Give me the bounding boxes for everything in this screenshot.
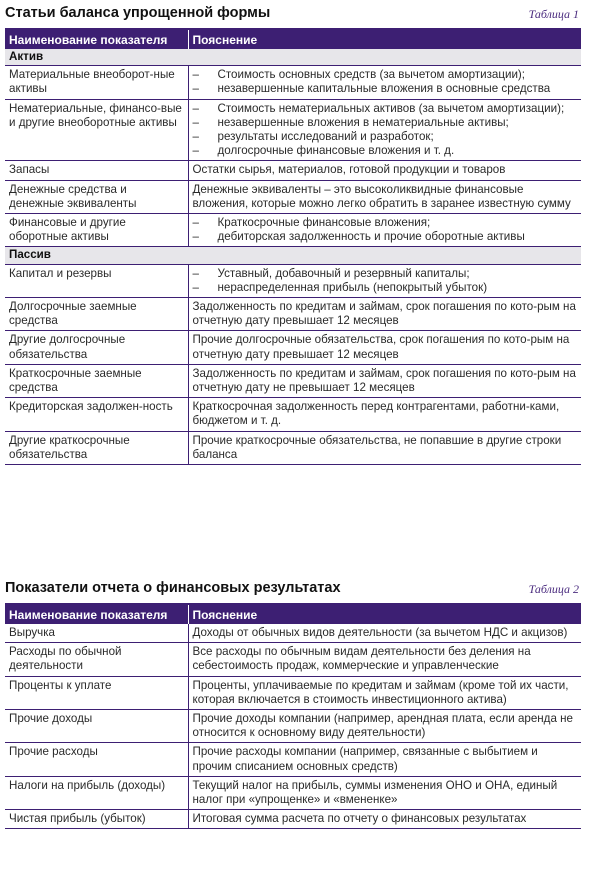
indicator-explanation [188,214,581,247]
indicator-name: Нематериальные, финансо-вые и другие внеоборотные активы [5,99,188,161]
indicator-name: Другие краткосрочные обязательства [5,431,188,464]
table-row [5,331,581,364]
indicator-explanation: Задолженность по кредитам и займам, срок погашения по кото-рым на отчетную дату превышает 12 месяцев [188,298,581,331]
table-row [5,264,581,297]
table1-title: Статьи баланса упрощенной формы [5,5,271,21]
indicator-explanation: Текущий налог на прибыль, суммы изменения ОНО и ОНА, единый налог при «упрощенке» и «вмененке» [188,776,581,809]
indicator-explanation [188,66,581,99]
list-item: – Краткосрочные финансовые вложения; [193,216,578,230]
indicator-explanation: Итоговая сумма расчета по отчету о финансовых результатах [188,810,581,829]
list-item: – незавершенные капитальные вложения в основные средства [193,82,578,96]
indicator-name: Кредиторская задолжен-ность [5,398,188,431]
indicator-explanation: Проценты, уплачиваемые по кредитам и займам (кроме той их части, которая включается в стоимость инвестиционного актива) [188,676,581,709]
indicator-name: Долгосрочные заемные средства [5,298,188,331]
table-row [5,214,581,247]
table2-title: Показатели отчета о финансовых результатах [5,580,341,596]
table-row [5,298,581,331]
indicator-name: Денежные средства и денежные эквиваленты [5,180,188,213]
list-item: – нераспределенная прибыль (непокрытый убыток) [193,281,578,295]
indicator-explanation [188,264,581,297]
indicator-explanation: Денежные эквиваленты – это высоколиквидные финансовые вложения, которые можно легко обратить в заранее известную сумму [188,180,581,213]
table1-title-row [5,2,581,28]
indicator-name: Прочие расходы [5,743,188,776]
table2-header-name: Наименование показателя [5,605,188,624]
indicator-name: Капитал и резервы [5,264,188,297]
indicator-name: Другие долгосрочные обязательства [5,331,188,364]
table1-header-explanation: Пояснение [188,30,581,49]
table2-header-explanation: Пояснение [188,605,581,624]
table-row [5,161,581,180]
indicator-explanation: Прочие долгосрочные обязательства, срок погашения по кото-рым на отчетную дату превышает 12 месяцев [188,331,581,364]
list-item: – незавершенные вложения в нематериальные активы; [193,116,578,130]
list-item: – долгосрочные финансовые вложения и т. д. [193,144,578,158]
balance-table-block [5,2,581,465]
table-row [5,624,581,643]
list-item: – Уставный, добавочный и резервный капиталы; [193,267,578,281]
section-label: Актив [5,49,581,66]
table-row [5,180,581,213]
indicator-name: Проценты к уплате [5,676,188,709]
indicator-name: Выручка [5,624,188,643]
table-row [5,643,581,676]
indicator-name: Материальные внеоборот-ные активы [5,66,188,99]
table1-number: Таблица 1 [528,7,579,21]
indicator-explanation: Остатки сырья, материалов, готовой продукции и товаров [188,161,581,180]
section-row-liabilities [5,247,581,264]
table2-header-row [5,605,581,624]
indicator-explanation: Все расходы по обычным видам деятельности без деления на себестоимость продаж, коммерческие и управленческие [188,643,581,676]
income-statement-table-block [5,577,581,829]
indicator-name: Налоги на прибыль (доходы) [5,776,188,809]
table-row [5,676,581,709]
indicator-explanation: Краткосрочная задолженность перед контрагентами, работни-ками, бюджетом и т. д. [188,398,581,431]
table-row [5,810,581,829]
indicator-explanation [188,99,581,161]
table-row [5,710,581,743]
table-row [5,743,581,776]
indicator-name: Запасы [5,161,188,180]
table2-number: Таблица 2 [528,582,579,596]
table-row [5,364,581,397]
list-item: – Стоимость нематериальных активов (за вычетом амортизации); [193,102,578,116]
list-item: – результаты исследований и разработок; [193,130,578,144]
balance-table [5,30,581,465]
indicator-explanation: Доходы от обычных видов деятельности (за вычетом НДС и акцизов) [188,624,581,643]
table1-header-row [5,30,581,49]
table-row [5,66,581,99]
indicator-name: Чистая прибыль (убыток) [5,810,188,829]
table-row [5,99,581,161]
table-row [5,776,581,809]
table1-header-name: Наименование показателя [5,30,188,49]
indicator-name: Расходы по обычной деятельности [5,643,188,676]
table-row [5,398,581,431]
table2-title-row [5,577,581,603]
indicator-name: Прочие доходы [5,710,188,743]
list-item: – Стоимость основных средств (за вычетом амортизации); [193,68,578,82]
indicator-explanation: Задолженность по кредитам и займам, срок погашения по кото-рым на отчетную дату не превышает 12 месяцев [188,364,581,397]
indicator-name: Финансовые и другие оборотные активы [5,214,188,247]
indicator-explanation: Прочие доходы компании (например, арендная плата, если аренда не относится к основному виду деятельности) [188,710,581,743]
list-item: – дебиторская задолженность и прочие оборотные активы [193,230,578,244]
section-label: Пассив [5,247,581,264]
table-row [5,431,581,464]
indicator-name: Краткосрочные заемные средства [5,364,188,397]
income-statement-table [5,605,581,829]
section-row-assets [5,49,581,66]
indicator-explanation: Прочие краткосрочные обязательства, не попавшие в другие строки баланса [188,431,581,464]
indicator-explanation: Прочие расходы компании (например, связанные с выбытием и прочим списанием основных средств) [188,743,581,776]
